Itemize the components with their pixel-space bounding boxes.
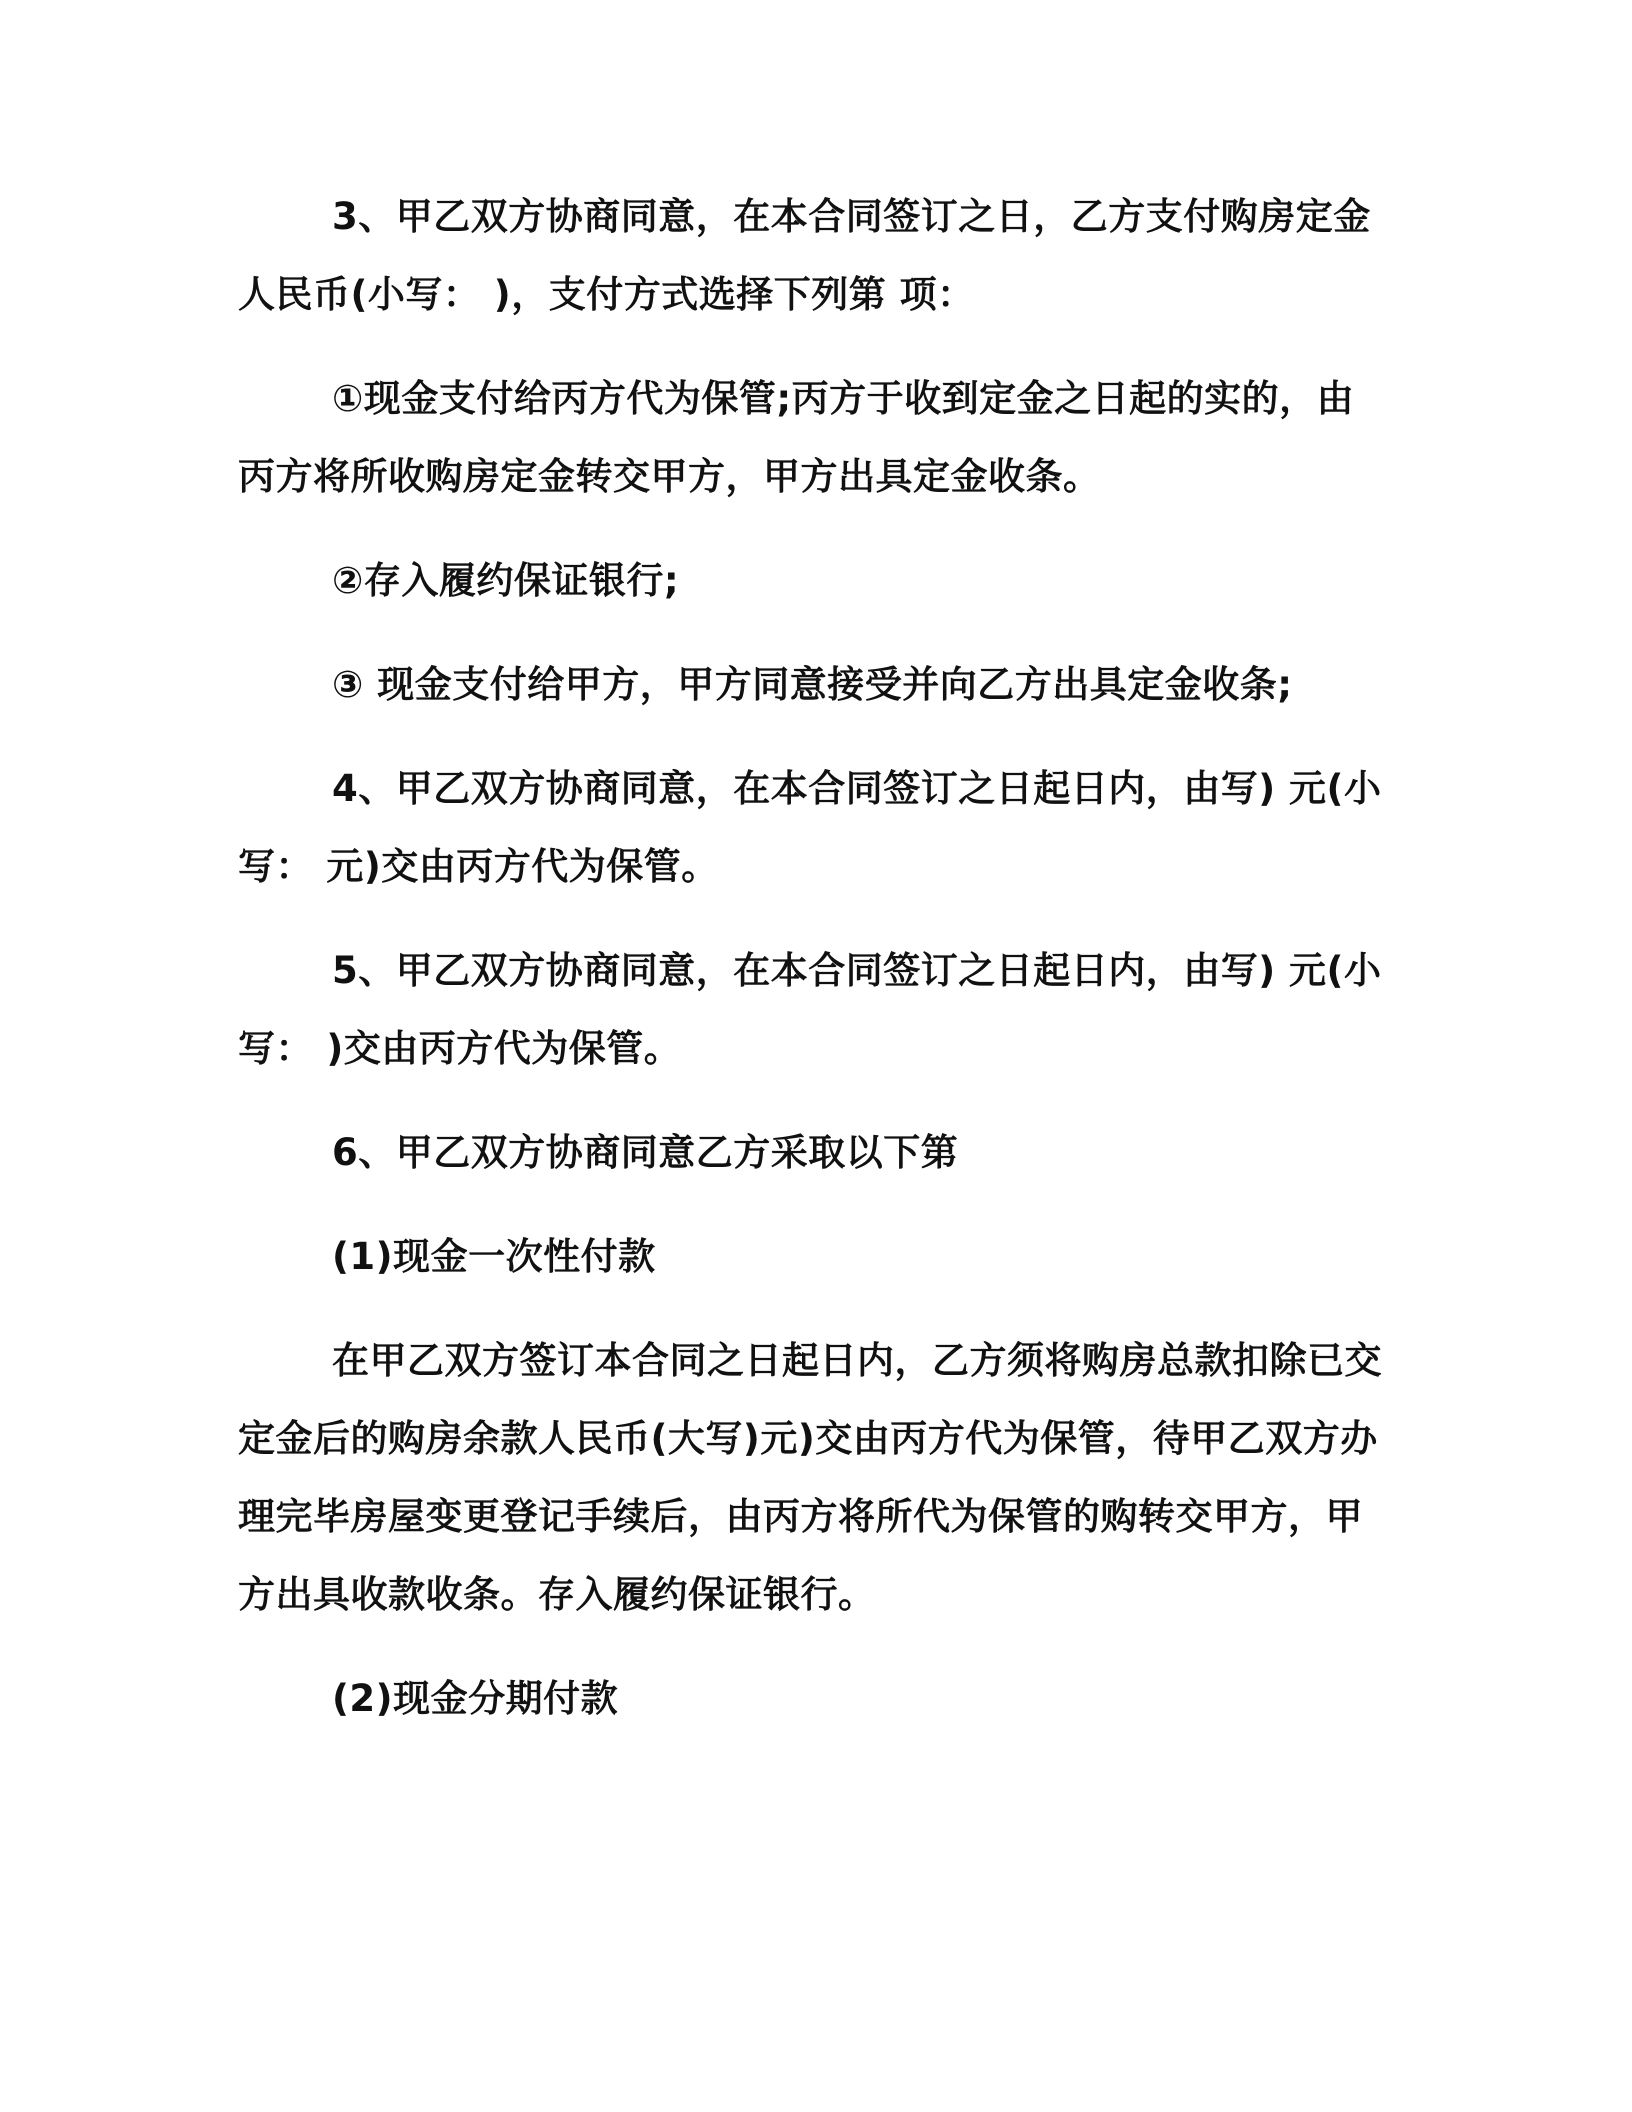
paragraph-clause-6-1-body	[238, 1322, 1383, 1634]
paragraph-clause-4	[238, 750, 1383, 906]
paragraph-line: 在甲乙双方签订本合同之日起日内，乙方须将购房总款扣除已交	[332, 1339, 1382, 1382]
paragraph-clause-6-2-title	[238, 1660, 1383, 1738]
paragraph-option-1	[238, 360, 1383, 516]
paragraph-line: ②存入履约保证银行;	[332, 559, 680, 602]
paragraph-option-3	[238, 646, 1383, 724]
paragraph-clause-5	[238, 932, 1383, 1088]
paragraph-line: 丙方将所收购房定金转交甲方，甲方出具定金收条。	[238, 455, 1101, 498]
paragraph-line: 4、甲乙双方协商同意，在本合同签订之日起日内，由写) 元(小	[332, 767, 1382, 810]
paragraph-line: 写： )交由丙方代为保管。	[238, 1027, 682, 1070]
paragraph-line: 3、甲乙双方协商同意，在本合同签订之日，乙方支付购房定金	[332, 195, 1371, 238]
paragraph-line: 6、甲乙双方协商同意乙方采取以下第	[332, 1131, 959, 1174]
document-content	[238, 178, 1383, 1738]
paragraph-line: 人民币(小写： )，支付方式选择下列第 项：	[238, 273, 975, 316]
paragraph-clause-6	[238, 1114, 1383, 1192]
paragraph-clause-3	[238, 178, 1383, 334]
paragraph-option-2	[238, 542, 1383, 620]
paragraph-line: (1)现金一次性付款	[332, 1235, 656, 1278]
paragraph-line: (2)现金分期付款	[332, 1677, 619, 1720]
paragraph-line: ①现金支付给丙方代为保管;丙方于收到定金之日起的实的，由	[332, 377, 1355, 420]
paragraph-line: 5、甲乙双方协商同意，在本合同签订之日起日内，由写) 元(小	[332, 949, 1382, 992]
paragraph-line: 定金后的购房余款人民币(大写)元)交由丙方代为保管，待甲乙双方办	[238, 1417, 1378, 1460]
paragraph-line: 写： 元)交由丙方代为保管。	[238, 845, 719, 888]
paragraph-clause-6-1-title	[238, 1218, 1383, 1296]
paragraph-line: 方出具收款收条。存入履约保证银行。	[238, 1573, 876, 1616]
paragraph-line: ③ 现金支付给甲方，甲方同意接受并向乙方出具定金收条;	[332, 663, 1293, 706]
paragraph-line: 理完毕房屋变更登记手续后，由丙方将所代为保管的购转交甲方，甲	[238, 1495, 1363, 1538]
